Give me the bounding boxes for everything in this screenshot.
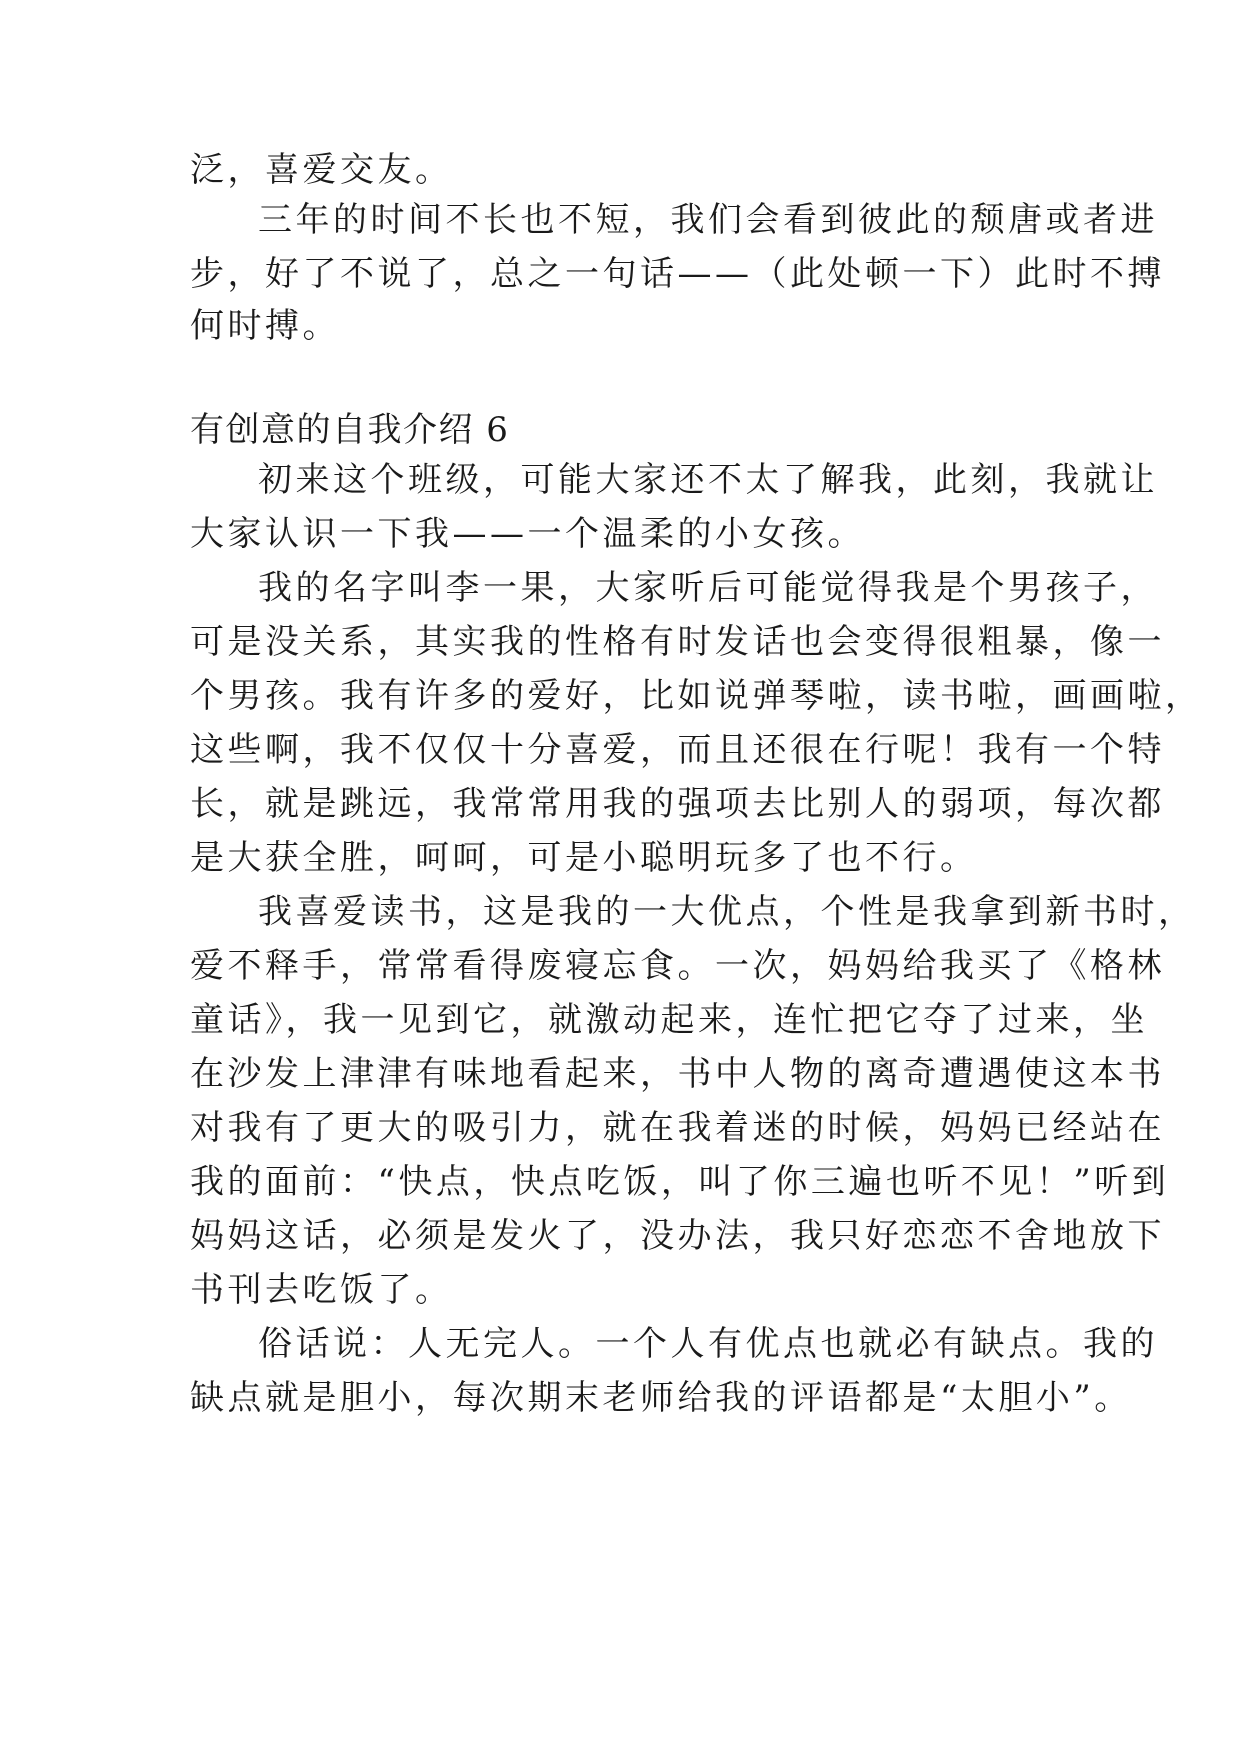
paragraph-line: 对我有了更大的吸引力，就在我着迷的时候，妈妈已经站在 xyxy=(190,1108,1165,1148)
paragraph-line: 在沙发上津津有味地看起来，书中人物的离奇遭遇使这本书 xyxy=(190,1054,1165,1094)
paragraph-line: 我的名字叫李一果，大家听后可能觉得我是个男孩子， xyxy=(258,568,1158,608)
paragraph-line: 这些啊，我不仅仅十分喜爱，而且还很在行呢！我有一个特 xyxy=(190,730,1165,770)
paragraph-line: 是大获全胜，呵呵，可是小聪明玩多了也不行。 xyxy=(190,838,978,878)
paragraph-line: 童话》，我一见到它，就激动起来，连忙把它夺了过来，坐 xyxy=(190,1000,1148,1040)
paragraph-line: 爱不释手，常常看得废寝忘食。一次，妈妈给我买了《格林 xyxy=(190,946,1165,986)
section-heading: 有创意的自我介绍 6 xyxy=(190,410,510,450)
paragraph-line: 可是没关系，其实我的性格有时发话也会变得很粗暴，像一 xyxy=(190,622,1165,662)
paragraph-line: 妈妈这话，必须是发火了，没办法，我只好恋恋不舍地放下 xyxy=(190,1216,1165,1256)
paragraph-line: 三年的时间不长也不短，我们会看到彼此的颓唐或者进 xyxy=(258,200,1158,240)
paragraph-line: 书刊去吃饭了。 xyxy=(190,1270,453,1310)
paragraph-line: 步，好了不说了，总之一句话——（此处顿一下）此时不搏 xyxy=(190,254,1165,294)
paragraph-line: 我喜爱读书，这是我的一大优点，个性是我拿到新书时， xyxy=(258,892,1196,932)
paragraph-line: 泛，喜爱交友。 xyxy=(190,150,453,190)
paragraph-line: 大家认识一下我——一个温柔的小女孩。 xyxy=(190,514,865,554)
paragraph-line: 长，就是跳远，我常常用我的强项去比别人的弱项，每次都 xyxy=(190,784,1165,824)
paragraph-line: 俗话说：人无完人。一个人有优点也就必有缺点。我的 xyxy=(258,1324,1158,1364)
paragraph-line: 缺点就是胆小，每次期末老师给我的评语都是“太胆小”。 xyxy=(190,1378,1132,1418)
paragraph-line: 个男孩。我有许多的爱好，比如说弹琴啦，读书啦，画画啦， xyxy=(190,676,1203,716)
paragraph-line: 初来这个班级，可能大家还不太了解我，此刻，我就让 xyxy=(258,460,1158,500)
paragraph-line: 何时搏。 xyxy=(190,306,340,346)
paragraph-line: 我的面前：“快点，快点吃饭，叫了你三遍也听不见！”听到 xyxy=(190,1162,1170,1202)
